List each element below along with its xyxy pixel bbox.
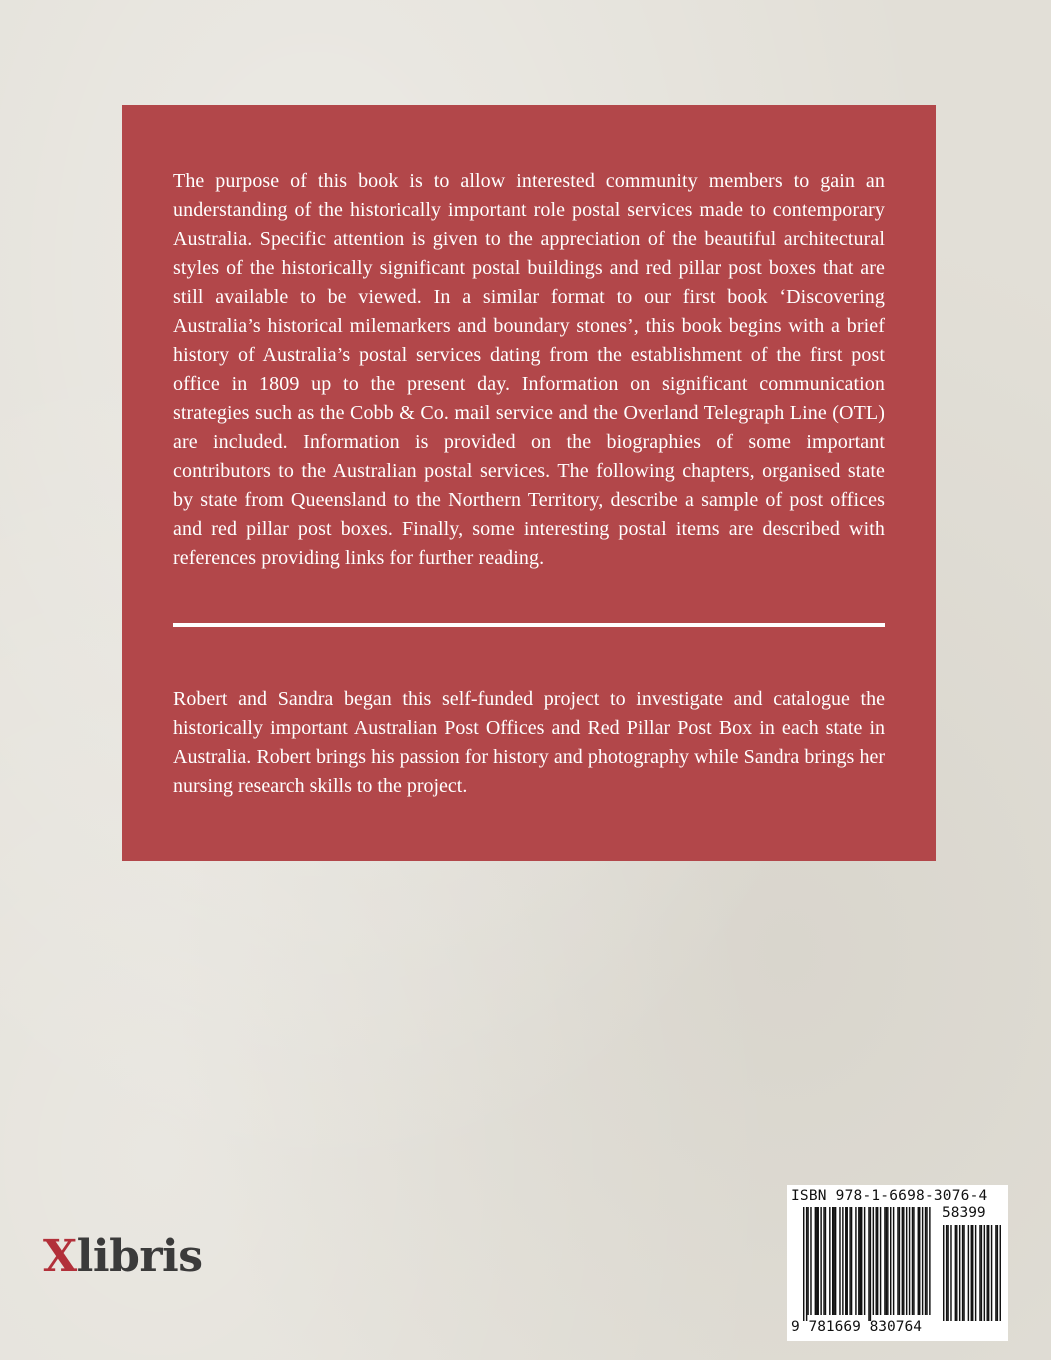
barcode-addon-bar <box>984 1225 985 1321</box>
barcode-addon-bar <box>968 1225 969 1321</box>
barcode-bar <box>832 1207 833 1315</box>
barcode-addon-bar <box>950 1225 951 1321</box>
barcode-bar <box>816 1207 817 1315</box>
barcode-addon-bar <box>1000 1225 1001 1321</box>
barcode-addon-bar <box>959 1225 960 1321</box>
barcode-bar <box>842 1207 843 1315</box>
barcode-bar <box>877 1207 878 1315</box>
barcode-bar <box>880 1207 881 1315</box>
barcode-bar <box>851 1207 852 1315</box>
barcode-bar <box>873 1207 874 1315</box>
barcode-addon-bar <box>946 1225 947 1321</box>
barcode-bar <box>815 1207 816 1315</box>
barcode-bar <box>860 1207 861 1315</box>
barcode-bar <box>818 1207 819 1315</box>
barcode-bar <box>912 1207 913 1315</box>
barcode-bar <box>925 1207 926 1315</box>
barcode-bar <box>906 1207 907 1315</box>
barcode-bar <box>864 1207 865 1315</box>
barcode-bar <box>899 1207 900 1315</box>
barcode-bar <box>890 1207 891 1315</box>
barcode-bar <box>858 1207 859 1315</box>
barcode-bar <box>825 1207 826 1315</box>
barcode-bar <box>839 1207 840 1315</box>
barcode-bar <box>868 1207 869 1321</box>
barcode-bar <box>829 1207 830 1315</box>
barcode-bar <box>887 1207 888 1315</box>
barcode-bar <box>897 1207 898 1315</box>
barcode-bar <box>918 1207 919 1315</box>
publisher-logo-rest: libris <box>76 1231 203 1282</box>
barcode-bar <box>861 1207 862 1315</box>
barcode-addon-bar <box>962 1225 963 1321</box>
barcode-addon-bar <box>972 1225 973 1321</box>
barcode-addon-bar <box>947 1225 948 1321</box>
barcode-bar <box>929 1207 930 1315</box>
barcode-addon-bar <box>979 1225 980 1321</box>
isbn-barcode <box>787 1185 1008 1341</box>
divider-rule <box>173 623 885 627</box>
barcode-bar <box>847 1207 848 1315</box>
barcode-bar <box>884 1207 885 1315</box>
barcode-bar <box>849 1207 850 1315</box>
barcode-addon-bar <box>981 1225 982 1321</box>
barcode-bar <box>919 1207 920 1315</box>
publisher-logo <box>43 1231 203 1282</box>
barcode-addon-bar <box>963 1225 964 1321</box>
barcode-addon-bar <box>995 1225 996 1321</box>
barcode-addon-bar <box>955 1225 956 1321</box>
book-description: The purpose of this book is to allow interested community members to gain an understanding of the historically important role postal services made to contemporary Australia. Specific attention is given to the appreciation of the beautiful architectural styles of the historically significant postal buildings and red pillar post boxes that are still available to be viewed. In a similar format to our first book ‘Discovering Australia’s historical milemarkers and boundary stones’, this book begins with a brief history of Australia’s postal services dating from the establishment of the first post office in 1809 up to the present day. Information on significant communication strategies such as the Cobb & Co. mail service and the Overland Telegraph Line (OTL) are included. Information is provided on the biographies of some important contributors to the Australian postal services. The following chapters, organised state by state from Queensland to the Northern Territory, describe a sample of post offices and red pillar post boxes. Finally, some interesting postal items are described with references providing links for further reading. <box>173 170 885 569</box>
isbn-label: ISBN 978-1-6698-3076-4 <box>791 1188 988 1204</box>
barcode-bar <box>913 1207 914 1315</box>
barcode-bar <box>835 1207 836 1315</box>
barcode-bar <box>820 1207 821 1315</box>
barcode-addon-bar <box>971 1225 972 1321</box>
barcode-bar <box>806 1207 807 1321</box>
barcode-bar <box>902 1207 903 1315</box>
barcode-bar <box>886 1207 887 1315</box>
barcode-bar <box>870 1207 871 1321</box>
barcode-addon-bar <box>988 1225 989 1321</box>
description-panel <box>122 105 936 861</box>
barcode-addon-bar <box>975 1225 976 1321</box>
barcode-bar <box>926 1207 927 1315</box>
barcode-bar <box>845 1207 846 1315</box>
barcode-bar <box>893 1207 894 1315</box>
author-bio: Robert and Sandra began this self-funded project to investigate and catalogue the historically important Australian Post Offices and Red Pillar Post Box in each state in Australia. Robert brings his passion for history and photography while Sandra brings her nursing research skills to the project. <box>173 688 885 797</box>
barcode-bar <box>833 1207 834 1315</box>
barcode-addon-bar <box>991 1225 992 1321</box>
barcode-bar <box>903 1207 904 1315</box>
barcode-bar <box>823 1207 824 1315</box>
barcode-bar <box>876 1207 877 1315</box>
barcode-bar <box>922 1207 923 1315</box>
barcode-bar <box>807 1207 808 1315</box>
barcode-bars <box>787 1185 1008 1341</box>
barcode-bar <box>803 1207 804 1321</box>
barcode-addon-bar <box>956 1225 957 1321</box>
barcode-addon-digits: 58399 <box>942 1205 986 1221</box>
ean-digits: 9 781669 830764 <box>791 1319 922 1335</box>
barcode-bar <box>855 1207 856 1315</box>
barcode-addon-bar <box>997 1225 998 1321</box>
publisher-logo-x: X <box>43 1231 77 1282</box>
barcode-addon-bar <box>943 1225 944 1321</box>
barcode-bar <box>909 1207 910 1315</box>
barcode-addon-bar <box>987 1225 988 1321</box>
barcode-bar <box>810 1207 811 1315</box>
